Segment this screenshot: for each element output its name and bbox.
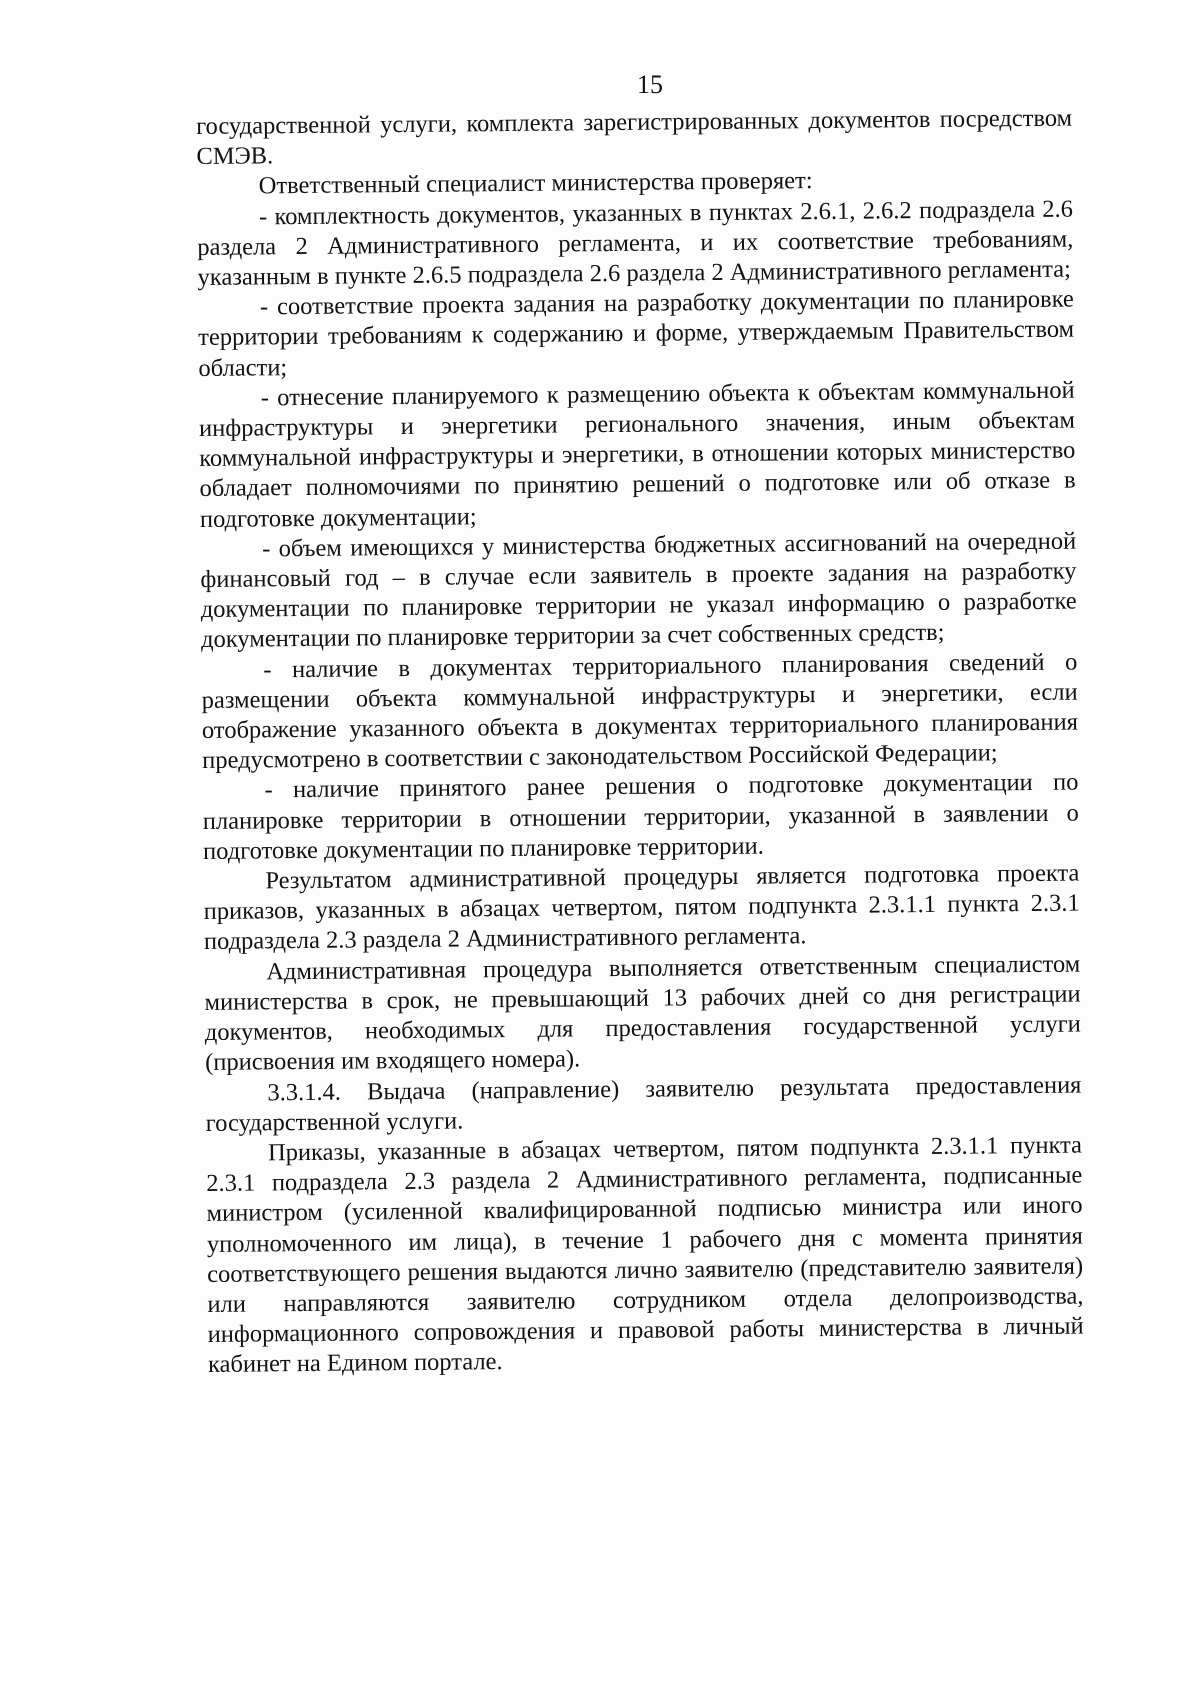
page-number: 15	[637, 70, 663, 99]
paragraph-deadline: Административная процедура выполняется ответственным специалистом министерства в срок, не превышающий 13 рабочих дней со дня регистрации документов, необходимых для предоставления государственной услуги (присвоения им входящего номера).	[204, 950, 1081, 1077]
list-item-planning-docs: - наличие в документах территориального планирования сведений о размещении объекта коммунальной инфраструктуры и энергетики, если отображение указанного объекта в документах территориального планирования предусмотрено в соответствии с законодательством Российской Федерации;	[201, 648, 1079, 775]
list-item-prior-decision: - наличие принятого ранее решения о подготовке документации по планировке территории в отношении территории, указанной в заявлении о подготовке документации по планировке территории.	[202, 769, 1079, 865]
paragraph-orders: Приказы, указанные в абзацах четвертом, пятом подпункта 2.3.1.1 пункта 2.3.1 подраздела 2.3 раздела 2 Административного регламента, подписанные министром (усиленной квалифицированной подписью министра или иного уполномоченного им лица), в течение 1 рабочего дня с момента принятия соответствующего решения выдаются лично заявителю (представителю заявителя) или направляются заявителю сотрудником отдела делопроизводства, информационного сопровождения и правовой работы министерства в личный кабинет на Едином портале.	[206, 1131, 1084, 1379]
list-item-compliance: - соответствие проекта задания на разработку документации по планировке территории требованиям к содержанию и форме, утверждаемым Правительством области;	[198, 285, 1075, 382]
paragraph-intro: Ответственный специалист министерства проверяет:	[258, 167, 813, 200]
list-item-budget: - объем имеющихся у министерства бюджетных ассигнований на очередной финансовый год – в случае если заявитель в проекте задания на разработку документации по планировке территории не указал информацию о разработке документации по планировке территории за счет собственных средств;	[200, 527, 1077, 654]
document-body	[196, 104, 1084, 1381]
list-item-completeness: - комплектность документов, указанных в пунктах 2.6.1, 2.6.2 подраздела 2.6 раздела 2 Административного регламента, и их соответствие требованиям, указанным в пункте 2.6.5 подраздела 2.6 раздела 2 Административного регламента;	[197, 195, 1074, 292]
paragraph-section-heading: 3.3.1.4. Выдача (направление) заявителю результата предоставления государственной услуги.	[205, 1071, 1082, 1137]
paragraph-result: Результатом административной процедуры является подготовка проекта приказов, указанных в абзацах четвертом, пятом подпункта 2.3.1.1 пункта 2.3.1 подраздела 2.3 раздела 2 Административного регламента.	[203, 859, 1080, 956]
paragraph-continuation: государственной услуги, комплекта зарегистрированных документов посредством СМЭВ.	[196, 104, 1073, 171]
list-item-classification: - отнесение планируемого к размещению объекта к объектам коммунальной инфраструктуры и энергетики регионального значения, иным объектам коммунальной инфраструктуры и энергетики, в отношении которых министерство обладает полномочиями по принятию решений о подготовке или об отказе в подготовке документации;	[198, 376, 1076, 533]
